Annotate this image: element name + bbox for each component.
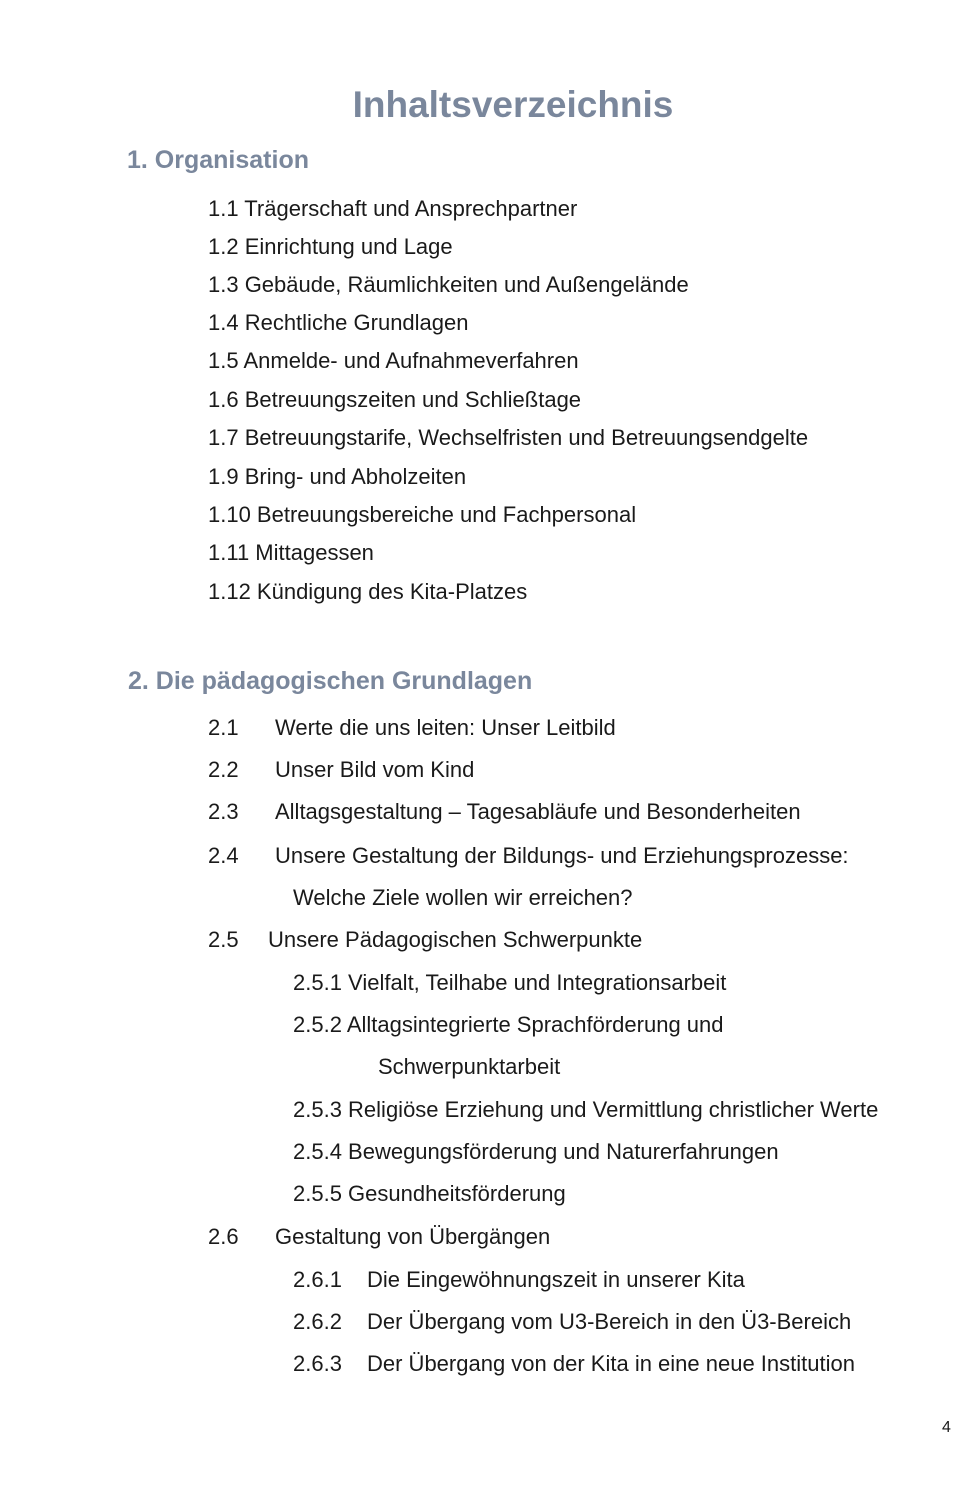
page-number: 4: [942, 1419, 951, 1436]
section-heading-organisation: 1. Organisation: [127, 146, 309, 174]
toc-entry-1-1[interactable]: 1.1 Trägerschaft und Ansprechpartner: [208, 196, 578, 221]
toc-entry-2-6-1[interactable]: Die Eingewöhnungszeit in unserer Kita: [367, 1267, 745, 1292]
toc-entry-2-6-2[interactable]: Der Übergang vom U3-Bereich in den Ü3-Bereich: [367, 1309, 852, 1334]
toc-entry-2-6-3[interactable]: Der Übergang von der Kita in eine neue Institution: [367, 1351, 855, 1376]
toc-entry-2-6-2-num: 2.6.2: [293, 1309, 342, 1334]
page-title: Inhaltsverzeichnis: [352, 84, 674, 125]
toc-entry-1-11[interactable]: 1.11 Mittagessen: [208, 540, 374, 565]
toc-entry-1-9[interactable]: 1.9 Bring- und Abholzeiten: [208, 464, 467, 489]
toc-entry-2-3-num: 2.3: [208, 799, 239, 824]
toc-entry-1-4[interactable]: 1.4 Rechtliche Grundlagen: [208, 310, 469, 335]
toc-entry-1-7[interactable]: 1.7 Betreuungstarife, Wechselfristen und Betreuungsendgelte: [208, 425, 809, 450]
toc-entry-2-5-3[interactable]: 2.5.3 Religiöse Erziehung und Vermittlung christlicher Werte: [293, 1097, 879, 1122]
toc-entry-2-6-1-num: 2.6.1: [293, 1267, 342, 1292]
toc-entry-1-6[interactable]: 1.6 Betreuungszeiten und Schließtage: [208, 387, 582, 412]
toc-entry-2-5-2-continuation[interactable]: Schwerpunktarbeit: [378, 1054, 561, 1079]
toc-entry-2-1-num: 2.1: [208, 715, 239, 740]
toc-entry-2-5-1[interactable]: 2.5.1 Vielfalt, Teilhabe und Integrationsarbeit: [293, 970, 727, 995]
toc-entry-2-4-continuation[interactable]: Welche Ziele wollen wir erreichen?: [293, 885, 633, 910]
toc-entry-2-5-4[interactable]: 2.5.4 Bewegungsförderung und Naturerfahrungen: [293, 1139, 779, 1164]
toc-entry-2-6[interactable]: Gestaltung von Übergängen: [275, 1224, 551, 1249]
toc-entry-1-5[interactable]: 1.5 Anmelde- und Aufnahmeverfahren: [208, 348, 579, 373]
section-heading-grundlagen: 2. Die pädagogischen Grundlagen: [128, 667, 533, 695]
toc-entry-2-5[interactable]: Unsere Pädagogischen Schwerpunkte: [268, 927, 643, 952]
toc-entry-2-6-3-num: 2.6.3: [293, 1351, 342, 1376]
toc-entry-2-6-num: 2.6: [208, 1224, 239, 1249]
toc-entry-1-10[interactable]: 1.10 Betreuungsbereiche und Fachpersonal: [208, 502, 637, 527]
toc-entry-1-3[interactable]: 1.3 Gebäude, Räumlichkeiten und Außengelände: [208, 272, 689, 297]
toc-entry-2-2[interactable]: Unser Bild vom Kind: [275, 757, 475, 782]
toc-entry-2-5-num: 2.5: [208, 927, 239, 952]
toc-entry-2-1[interactable]: Werte die uns leiten: Unser Leitbild: [275, 715, 616, 740]
toc-entry-2-4-num: 2.4: [208, 843, 239, 868]
toc-entry-1-12[interactable]: 1.12 Kündigung des Kita-Platzes: [208, 579, 528, 604]
toc-entry-2-5-5[interactable]: 2.5.5 Gesundheitsförderung: [293, 1181, 566, 1206]
toc-entry-2-2-num: 2.2: [208, 757, 239, 782]
toc-entry-2-4[interactable]: Unsere Gestaltung der Bildungs- und Erziehungsprozesse:: [275, 843, 849, 868]
toc-entry-1-2[interactable]: 1.2 Einrichtung und Lage: [208, 234, 453, 259]
toc-entry-2-5-2[interactable]: 2.5.2 Alltagsintegrierte Sprachförderung und: [293, 1012, 724, 1037]
toc-entry-2-3[interactable]: Alltagsgestaltung – Tagesabläufe und Besonderheiten: [275, 799, 801, 824]
